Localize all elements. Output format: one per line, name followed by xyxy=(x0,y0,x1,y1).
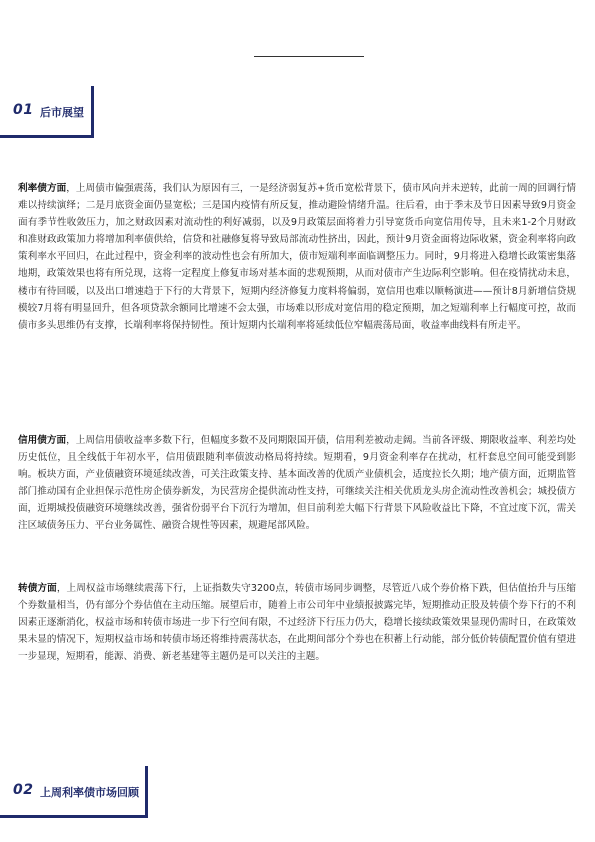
paragraph-convertible-bonds xyxy=(18,580,576,665)
section-title: 上周利率债市场回顾 xyxy=(40,786,139,799)
section-header-outlook xyxy=(0,86,94,138)
section-number: 01 xyxy=(13,102,34,118)
paragraph-body: ，上周权益市场继续震荡下行，上证指数失守3200点，转债市场同步调整，尽管近八成个券价格下跌，但估值抬升与压缩个券数量相当，仍有部分个券估值在主动压缩。展望后市，随着上市公司年中业绩报披露完毕，短期推动正股及转债个券下行的不利因素正逐渐消化，权益市场和转债市场进一步下行空间有限，不过经济下行压力仍大，稳增长接续政策效果显现仍需时日，在政策效果未显的情况下，短期权益市场和转债市场还将维持震荡状态，在此期间部分个券也在积蓄上行动能，部分低价转债配置价值有望进一步显现，短期看，能源、消费、新老基建等主题仍是可以关注的主题。 xyxy=(18,583,576,663)
paragraph-rate-bonds xyxy=(18,180,576,334)
section-header-rate-review xyxy=(0,766,148,818)
paragraph-credit-bonds xyxy=(18,432,576,535)
header-divider xyxy=(254,56,364,57)
paragraph-lead: 转债方面 xyxy=(18,583,57,594)
paragraph-lead: 信用债方面 xyxy=(18,435,67,446)
section-number: 02 xyxy=(13,782,34,798)
paragraph-body: ，上周信用债收益率多数下行，但幅度多数不及同期限国开债，信用利差被动走阔。当前各评级、期限收益率、利差均处历史低位，且全线低于年初水平，信用债跟随利率债波动格局将持续。短期看，9月资金利率存在扰动，杠杆套息空间可能受到影响。板块方面，产业债融资环境延续改善，可关注政策支持、基本面改善的优质产业债机会，适度拉长久期；地产债方面，近期监管部门推动国有企业担保示范性房企债券新发，为民营房企提供流动性支持，可继续关注相关优质龙头房企流动性改善机会；城投债方面，近期城投债融资环境继续改善，强省份弱平台下沉行为增加，但目前利差大幅下行背景下风险收益比下降，不宜过度下沉，需关注区域债务压力、平台业务属性、融资合规性等因素，规避尾部风险。 xyxy=(18,435,577,532)
paragraph-body: ，上周债市偏强震荡，我们认为原因有三，一是经济弱复苏+货币宽松背景下，债市风向并未逆转，此前一周的回调行情难以持续演绎；二是月底资金面仍显宽松；三是国内疫情有所反复，推动避险情绪升温。往后看，由于季末及节日因素导致9月资金面有季节性收敛压力，加之财政因素对流动性的利好减弱，以及9月政策层面将着力引导宽货币向宽信用传导，且未来1-2个月财政和准财政政策加力将增加利率债供给，信贷和社融修复将导致局部流动性挤出，因此，预计9月资金面将边际收紧，资金利率将向政策利率水平回归，在此过程中，资金利率的波动性也会有所加大，债市短端利率面临调整压力。同时，9月将进入稳增长政策密集落地期，政策效果也将有所兑现，这将一定程度上修复市场对基本面的悲观预期，从而对债市产生边际利空影响。但在疫情扰动未息，楼市有待回暖，以及出口增速趋于下行的大背景下，短期内经济修复力度料将偏弱，宽信用也难以顺畅演进——预计8月新增信贷规模较7月将有明显回升，但各项贷款余额同比增速不会太强，市场难以形成对宽信用的稳定预期，加之短端利率上行幅度可控，故而债市多头思维仍有支撑，长端利率将保持韧性。预计短期内长端利率将延续低位窄幅震荡局面，收益率曲线料有所走平。 xyxy=(18,183,576,331)
section-title: 后市展望 xyxy=(40,106,84,119)
paragraph-lead: 利率债方面 xyxy=(18,183,67,194)
